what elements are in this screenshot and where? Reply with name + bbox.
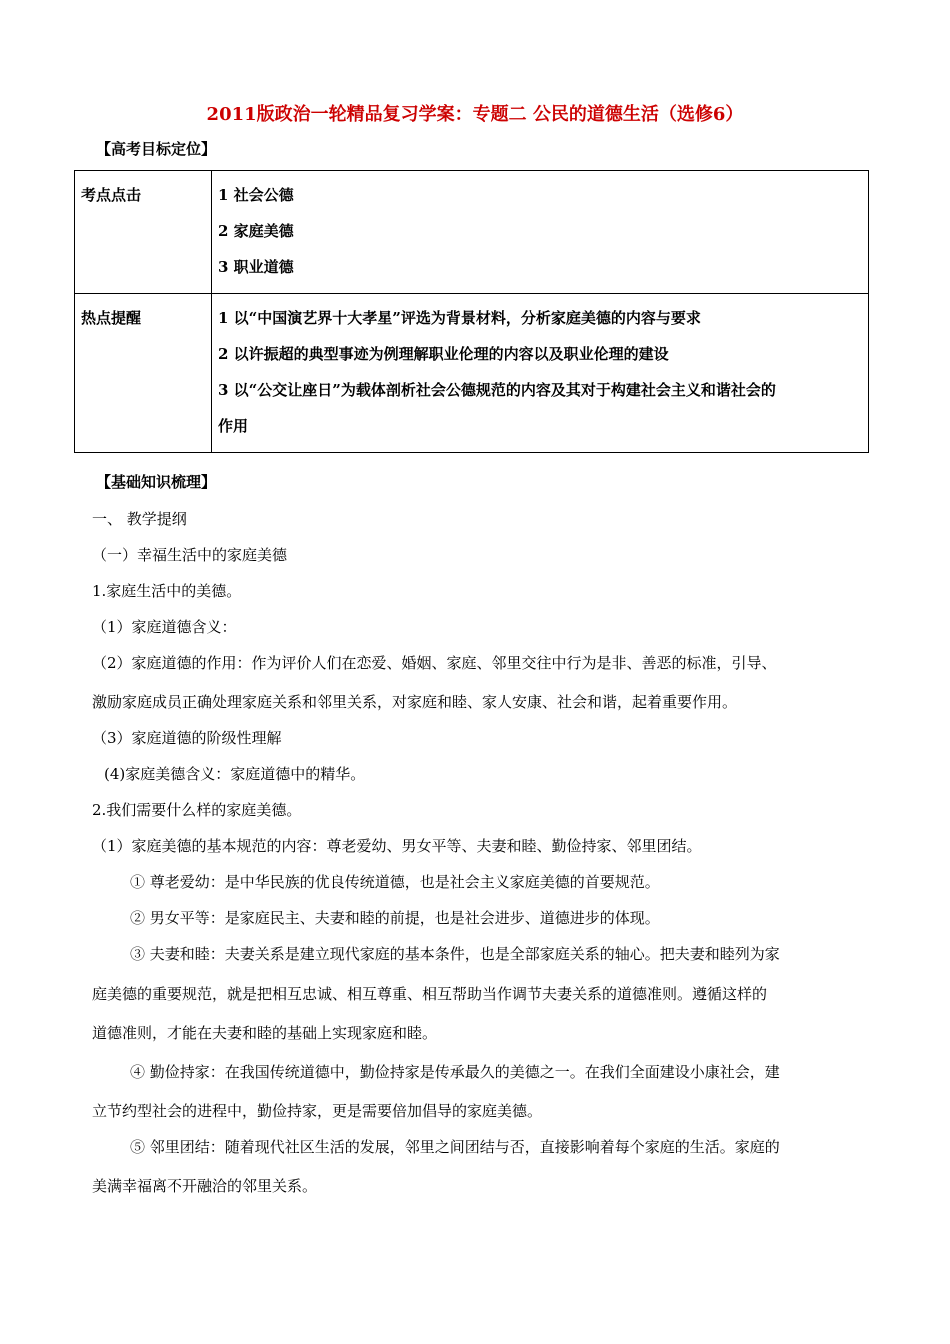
text-line: 道德准则，才能在夫妻和睦的基础上实现家庭和睦。 (92, 1024, 438, 1042)
text-line: ⑤ 邻里团结：随着现代社区生活的发展，邻里之间团结与否，直接影响着每个家庭的生活。家庭的 (130, 1138, 780, 1156)
list-item: 3 职业道德 (218, 258, 294, 276)
text-line: 2.我们需要什么样的家庭美德。 (92, 801, 302, 819)
section-heading-exam-targets: 【高考目标定位】 (96, 140, 217, 158)
text-line: （2）家庭道德的作用：作为评价人们在恋爱、婚姻、家庭、邻里交往中行为是非、善恶的标准，引导、 (92, 654, 777, 672)
text-line: 激励家庭成员正确处理家庭关系和邻里关系，对家庭和睦、家人安康、社会和谐，起着重要作用。 (92, 693, 738, 711)
text-line: （1）家庭美德的基本规范的内容：尊老爱幼、男女平等、夫妻和睦、勤俭持家、邻里团结。 (92, 837, 702, 855)
list-item: 作用 (218, 417, 249, 435)
text-line: ② 男女平等：是家庭民主、夫妻和睦的前提，也是社会进步、道德进步的体现。 (130, 909, 660, 927)
table-content-cell (212, 171, 869, 294)
list-item: 1 社会公德 (218, 186, 294, 204)
exam-target-table (74, 170, 869, 453)
table-row (75, 294, 869, 453)
list-item: 2 以许振超的典型事迹为例理解职业伦理的内容以及职业伦理的建设 (218, 345, 669, 363)
text-line: （一）幸福生活中的家庭美德 (92, 546, 288, 564)
text-line: 1.家庭生活中的美德。 (92, 582, 242, 600)
list-item: 3 以“公交让座日”为载体剖析社会公德规范的内容及其对于构建社会主义和谐社会的 (218, 381, 776, 399)
text-line: ④ 勤俭持家：在我国传统道德中，勤俭持家是传承最久的美德之一。在我们全面建设小康社会，建 (130, 1063, 780, 1081)
table-content-cell (212, 294, 869, 453)
table-row (75, 171, 869, 294)
text-line: 美满幸福离不开融洽的邻里关系。 (92, 1177, 318, 1195)
text-line: 立节约型社会的进程中，勤俭持家，更是需要倍加倡导的家庭美德。 (92, 1102, 543, 1120)
list-item: 1 以“中国演艺界十大孝星”评选为背景材料，分析家庭美德的内容与要求 (218, 309, 701, 327)
section-heading-basic-knowledge: 【基础知识梳理】 (96, 473, 217, 491)
table-label-cell (75, 294, 212, 453)
text-line: （1）家庭道德含义： (92, 618, 237, 636)
row-label: 热点提醒 (81, 309, 142, 327)
table-label-cell (75, 171, 212, 294)
text-line: (4)家庭美德含义：家庭道德中的精华。 (104, 765, 366, 783)
text-line: 庭美德的重要规范，就是把相互忠诚、相互尊重、相互帮助当作调节夫妻关系的道德准则。遵循这样的 (92, 985, 768, 1003)
row-label: 考点点击 (81, 186, 142, 204)
text-line: ① 尊老爱幼：是中华民族的优良传统道德，也是社会主义家庭美德的首要规范。 (130, 873, 660, 891)
list-item: 2 家庭美德 (218, 222, 294, 240)
text-line: ③ 夫妻和睦：夫妻关系是建立现代家庭的基本条件，也是全部家庭关系的轴心。把夫妻和睦列为家 (130, 945, 780, 963)
text-line: （3）家庭道德的阶级性理解 (92, 729, 282, 747)
document-title: 2011版政治一轮精品复习学案：专题二 公民的道德生活（选修6） (206, 104, 744, 125)
text-line: 一、 教学提纲 (92, 510, 187, 528)
